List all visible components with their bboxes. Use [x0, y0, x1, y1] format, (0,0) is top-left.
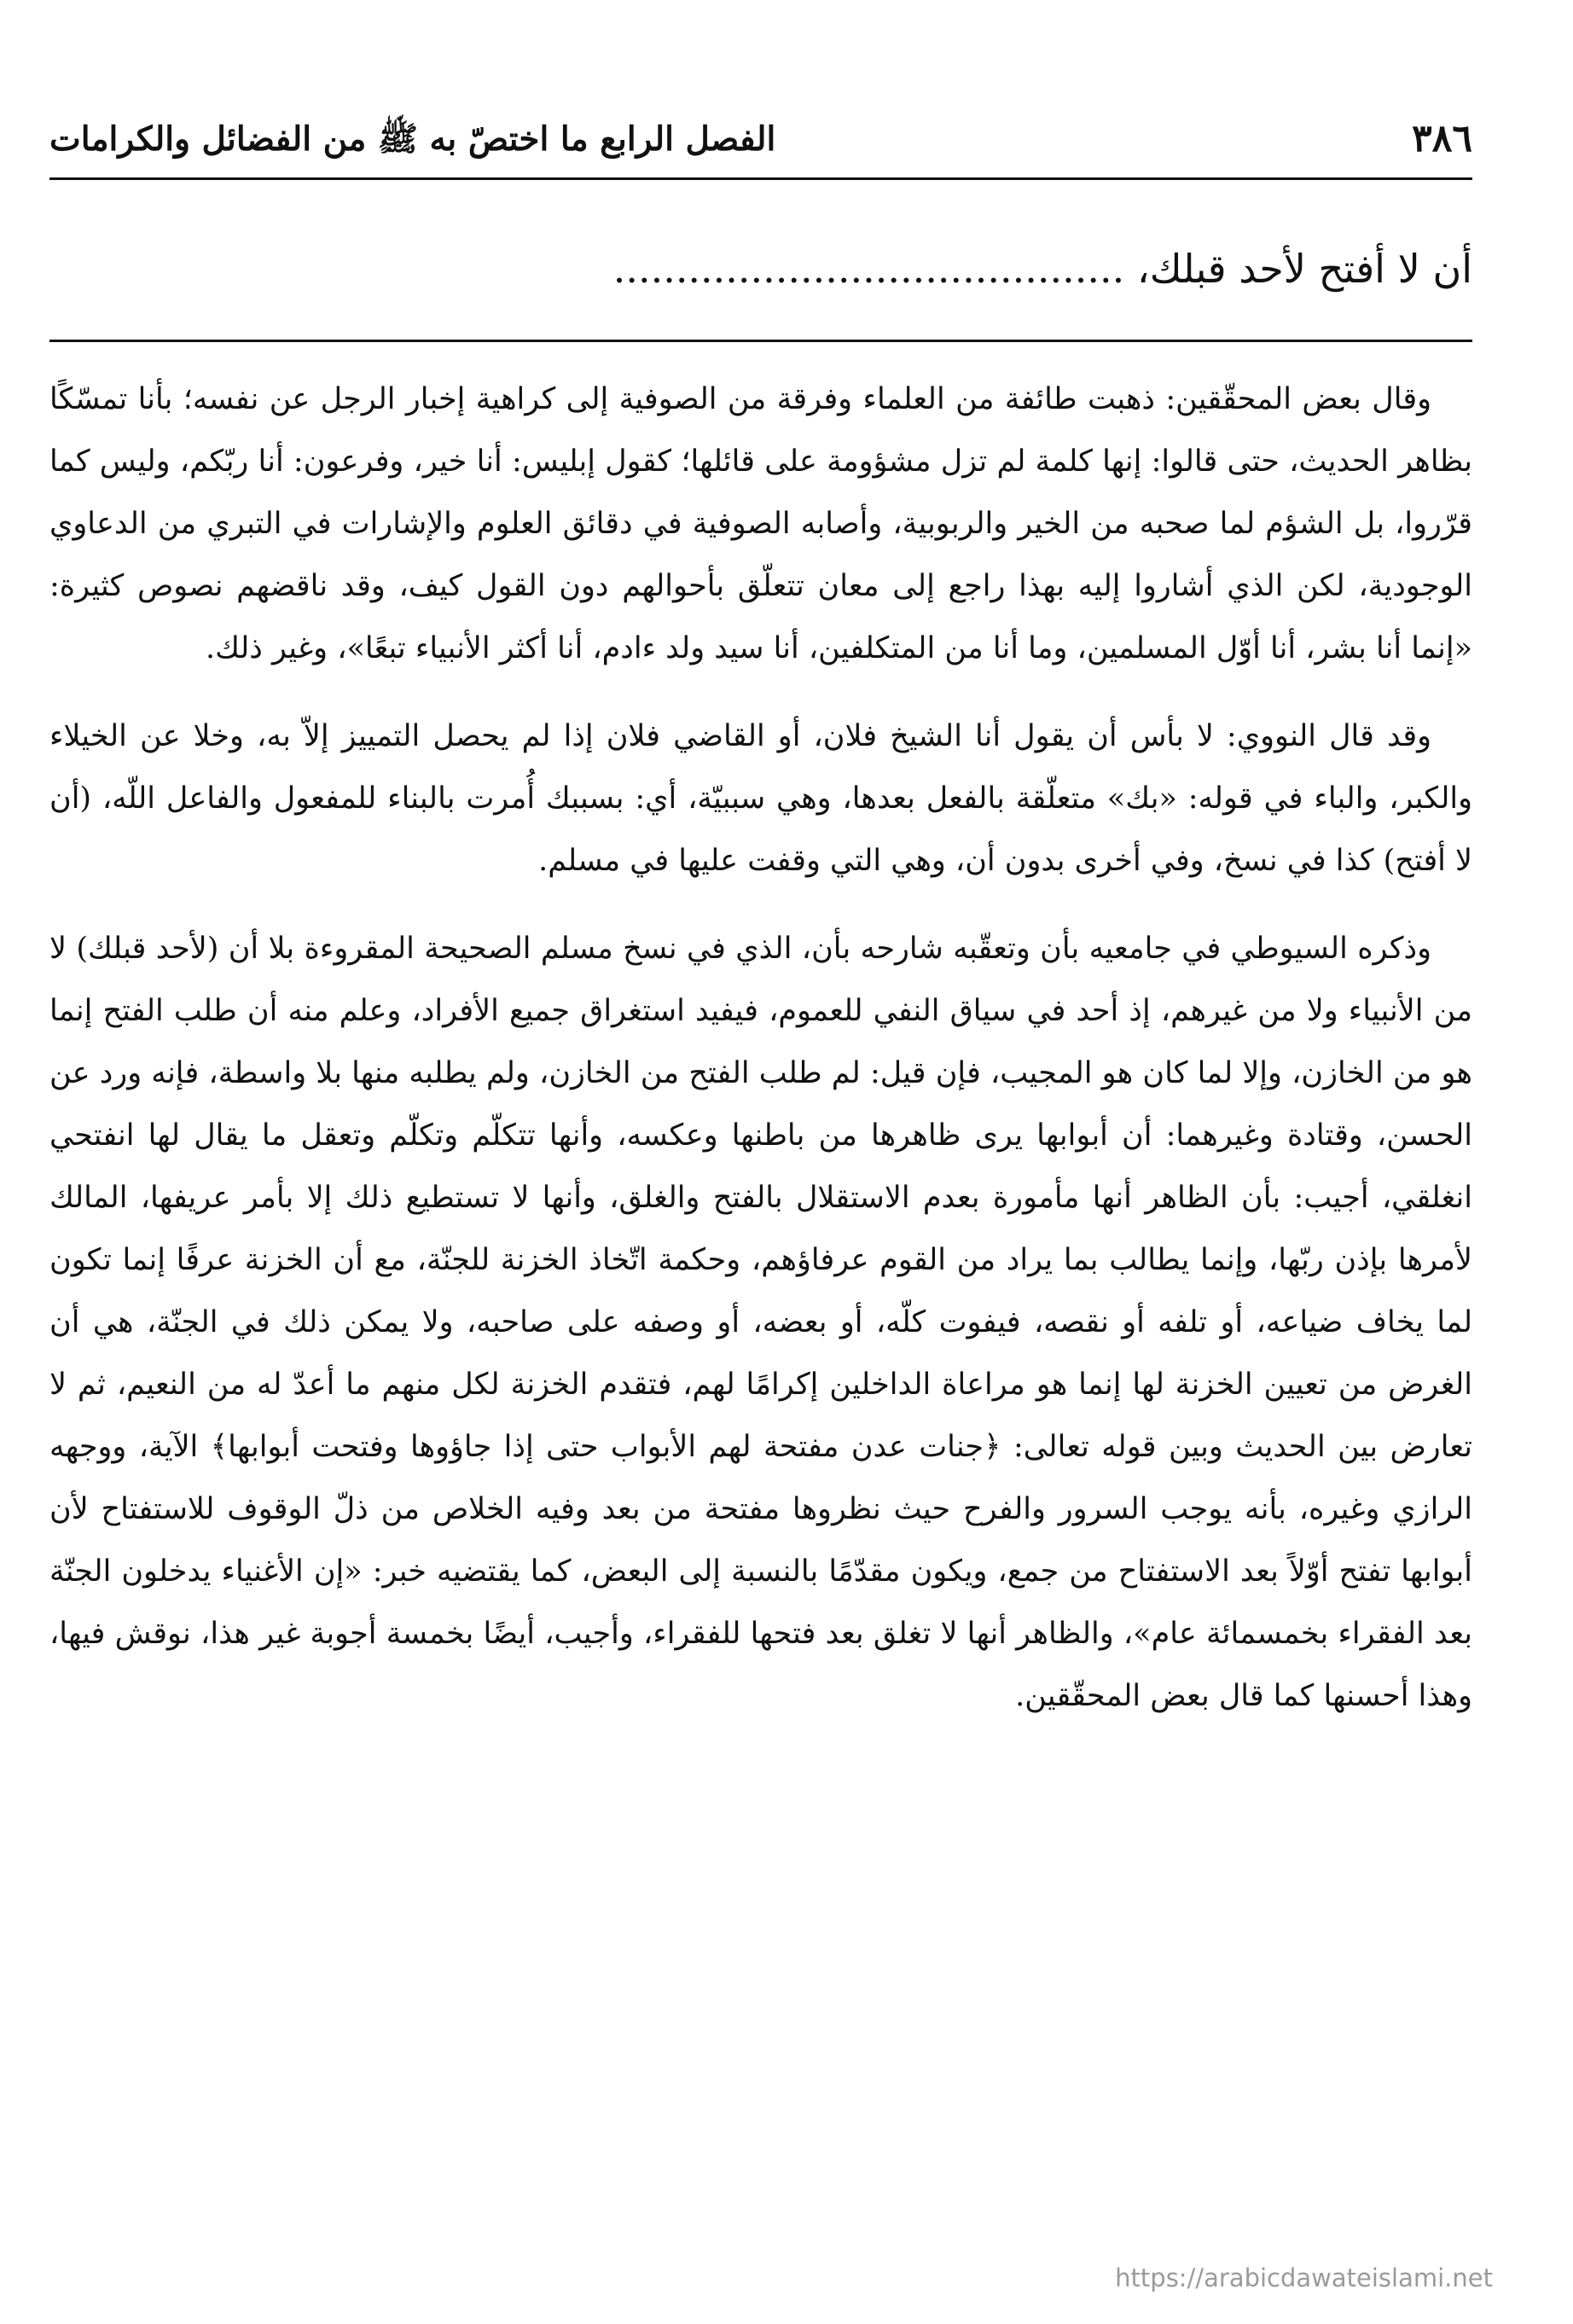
header-rule	[49, 177, 1472, 180]
segment-rule	[49, 340, 1472, 342]
hadith-text: أن لا أفتح لأحد قبلك،	[1136, 246, 1472, 292]
paragraph: وقد قال النووي: لا بأس أن يقول أنا الشيخ فلان، أو القاضي فلان إذا لم يحصل التمييز إلاّ به، وخلا عن الخيلاء والكبر، والباء في قوله: «بك» متعلّقة بالفعل بعدها، وهي سببيّة، أي: بسببك أُمرت بالبناء للمفعول والفاعل اللّه، (أن لا أفتح) كذا في نسخ، وفي أخرى بدون أن، وهي التي وقفت عليها في مسلم.	[49, 719, 1472, 878]
paragraph: وقال بعض المحقّقين: ذهبت طائفة من العلماء وفرقة من الصوفية إلى كراهية إخبار الرجل عن نفسه؛ بأنا تمسّكًا بظاهر الحديث، حتى قالوا: إنها كلمة لم تزل مشؤومة على قائلها؛ كقول إبليس: أنا خير، وفرعون: أنا ربّكم، وليس كما قرّروا، بل الشؤم لما صحبه من الخير والربوبية، وأصابه الصوفية في دقائق العلوم والإشارات في التبري من الدعاوي الوجودية، لكن الذي أشاروا إليه بهذا راجع إلى معان تتعلّق بأحوالهم دون القول كيف، وقد ناقضهم نصوص كثيرة: «إنما أنا بشر، أنا أوّل المسلمين، وما أنا من المتكلفين، أنا سيد ولد ءادم، أنا أكثر الأنبياء تبعًا»، وغير ذلك.	[49, 382, 1472, 665]
page-header	[49, 109, 1472, 169]
chapter-title: الفصل الرابع ما اختصّ به ﷺ من الفضائل والكرامات	[49, 119, 776, 159]
hadith-segment	[49, 232, 1472, 305]
commentary-body	[49, 369, 1472, 1753]
page-number: ٣٨٦	[1412, 117, 1472, 160]
watermark-url: https://arabicdawateislami.net	[1115, 2263, 1493, 2292]
hadith-dots: .........................................	[612, 246, 1125, 292]
paragraph: وذكره السيوطي في جامعيه بأن وتعقّبه شارحه بأن، الذي في نسخ مسلم الصحيحة المقروءة بلا أن (لأحد قبلك) لا من الأنبياء ولا من غيرهم، إذ أحد في سياق النفي للعموم، فيفيد استغراق جميع الأفراد، وعلم منه أن طلب الفتح إنما هو من الخازن، وإلا لما كان هو المجيب، فإن قيل: لم طلب الفتح من الخازن، ولم يطلبه منها بلا واسطة، فإنه ورد عن الحسن، وقتادة وغيرهما: أن أبوابها يرى ظاهرها من باطنها وعكسه، وأنها تتكلّم وتكلّم وتعقل ما يقال لها انفتحي انغلقي، أجيب: بأن الظاهر أنها مأمورة بعدم الاستقلال بالفتح والغلق، وأنها لا تستطيع ذلك إلا بأمر عريفها، المالك لأمرها بإذن ربّها، وإنما يطالب بما يراد من القوم عرفاؤهم، وحكمة اتّخاذ الخزنة للجنّة، مع أن الخزنة عرفًا إنما تكون لما يخاف ضياعه، أو تلفه أو نقصه، فيفوت كلّه، أو بعضه، أو وصفه على صاحبه، ولا يمكن ذلك في الجنّة، هي أن الغرض من تعيين الخزنة لها إنما هو مراعاة الداخلين إكرامًا لهم، فتقدم الخزنة لكل منهم ما أعدّ له من النعيم، ثم لا تعارض بين الحديث وبين قوله تعالى: ﴿جنات عدن مفتحة لهم الأبواب حتى إذا جاؤوها وفتحت أبوابها﴾ الآية، ووجهه الرازي وغيره، بأنه يوجب السرور والفرح حيث نظروها مفتحة من بعد وفيه الخلاص من ذلّ الوقوف للاستفتاح لأن أبوابها تفتح أوّلاً بعد الاستفتاح من جمع، ويكون مقدّمًا بالنسبة إلى البعض، كما يقتضيه خبر: «إن الأغنياء يدخلون الجنّة بعد الفقراء بخمسمائة عام»، والظاهر أنها لا تغلق بعد فتحها للفقراء، وأجيب، أيضًا بخمسة أجوبة غير هذا، نوقش فيها، وهذا أحسنها كما قال بعض المحقّقين.	[49, 932, 1472, 1713]
